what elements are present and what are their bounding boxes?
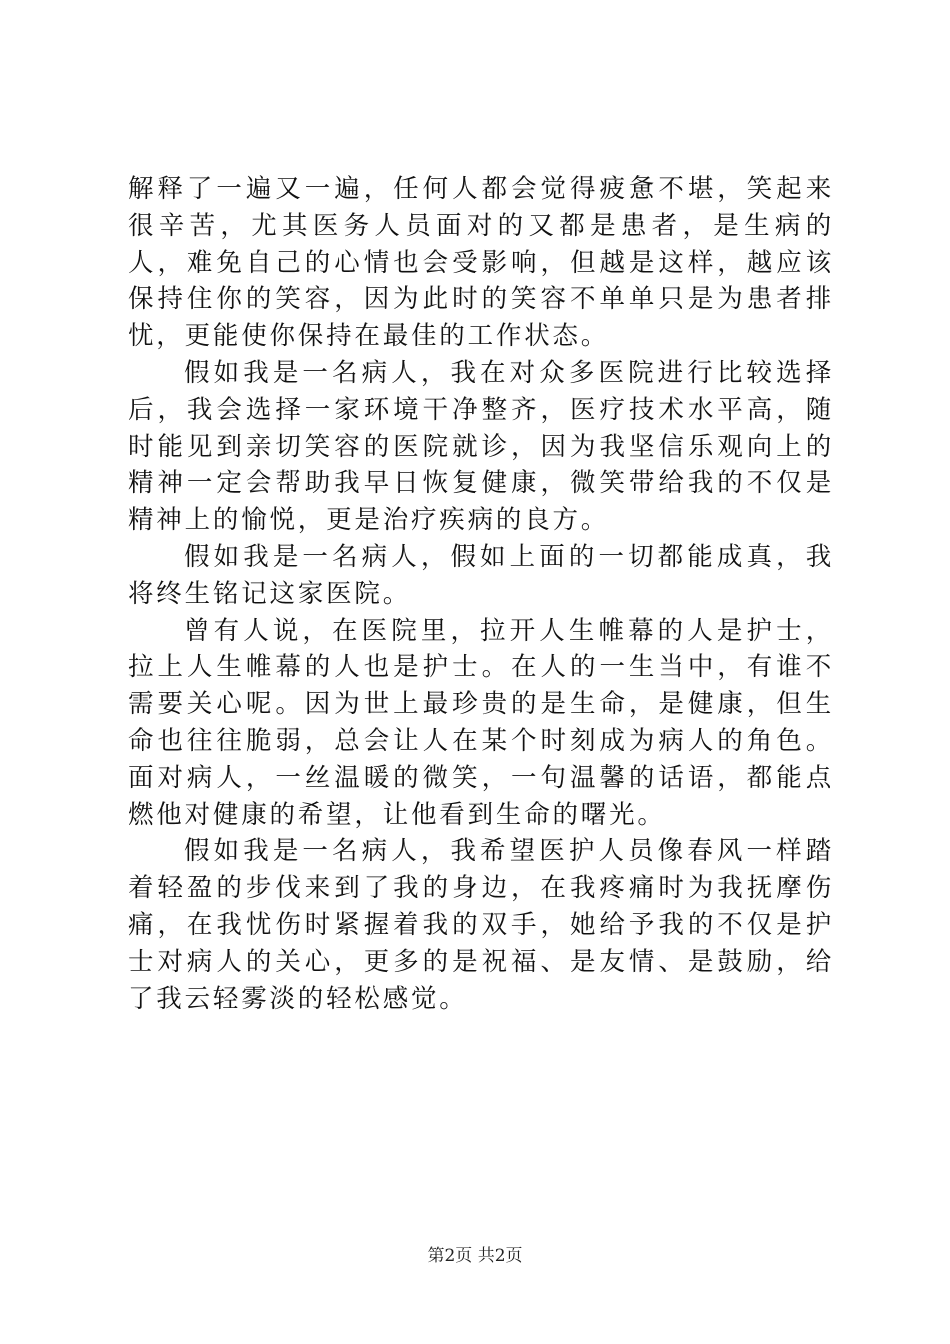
paragraph-remember-hospital: 假如我是一名病人，假如上面的一切都能成真，我将终生铭记这家医院。	[128, 541, 834, 609]
paragraph-hospital-choice: 假如我是一名病人，我在对众多医院进行比较选择后，我会选择一家环境干净整齐，医疗技术水平高，随时能见到亲切笑容的医院就诊，因为我坚信乐观向上的精神一定会帮助我早日恢复健康，微笑带给我的不仅是精神上的愉悦，更是治疗疾病的良方。	[128, 357, 834, 536]
page-number-footer: 第2页 共2页	[427, 1246, 523, 1266]
document-body	[128, 171, 834, 1017]
paragraph-nurse-care: 曾有人说，在医院里，拉开人生帷幕的人是护士，拉上人生帷幕的人也是护士。在人的一生当中，有谁不需要关心呢。因为世上最珍贵的是生命，是健康，但生命也往往脆弱，总会让人在某个时刻成为病人的角色。面对病人，一丝温暖的微笑，一句温馨的话语，都能点燃他对健康的希望，让他看到生命的曙光。	[128, 615, 834, 830]
paragraph-spring-breeze: 假如我是一名病人，我希望医护人员像春风一样踏着轻盈的步伐来到了我的身边，在我疼痛时为我抚摩伤痛，在我忧伤时紧握着我的双手，她给予我的不仅是护士对病人的关心，更多的是祝福、是友情、是鼓励，给了我云轻雾淡的轻松感觉。	[128, 836, 834, 1014]
paragraph-continuation: 解释了一遍又一遍，任何人都会觉得疲惫不堪，笑起来很辛苦，尤其医务人员面对的又都是患者，是生病的人，难免自己的心情也会受影响，但越是这样，越应该保持住你的笑容，因为此时的笑容不单单只是为患者排忧，更能使你保持在最佳的工作状态。	[128, 174, 834, 352]
